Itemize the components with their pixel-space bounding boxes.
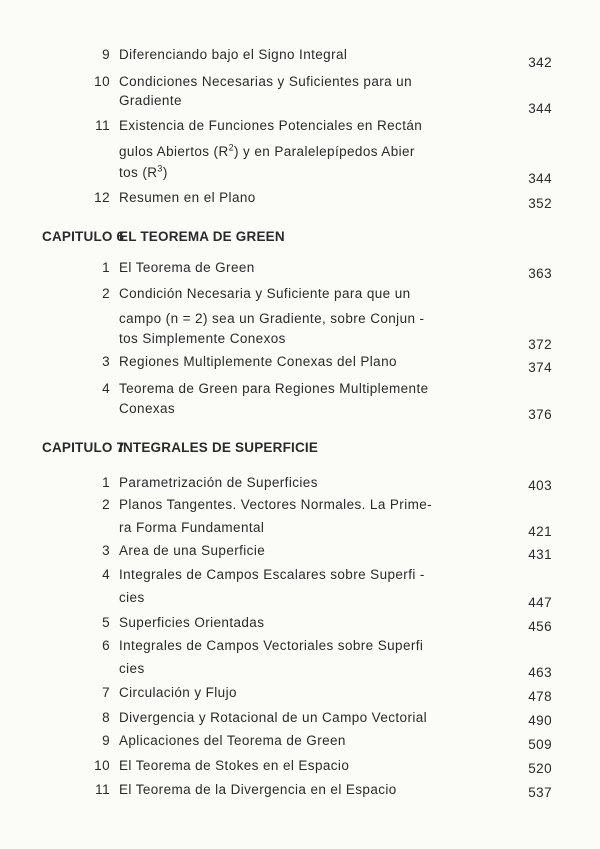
entry-title-line: cies (119, 661, 145, 676)
entry-title-line: Circulación y Flujo (119, 685, 237, 700)
entry-page-number: 344 (528, 101, 552, 116)
entry-page-number: 431 (528, 547, 552, 562)
entry-number: 1 (102, 260, 110, 275)
entry-title-line: cies (119, 590, 145, 605)
entry-title-line: Diferenciando bajo el Signo Integral (119, 47, 348, 62)
entry-page-number: 509 (528, 737, 552, 752)
entry-title-line: Existencia de Funciones Potenciales en Rectán (119, 118, 423, 133)
entry-page-number: 520 (528, 761, 552, 776)
entry-page-number: 344 (528, 171, 552, 186)
entry-number: 9 (102, 733, 110, 748)
entry-page-number: 421 (528, 524, 552, 539)
entry-number: 5 (102, 615, 110, 630)
entry-title-line: Divergencia y Rotacional de un Campo Vectorial (119, 710, 428, 725)
entry-number: 3 (102, 543, 110, 558)
entry-title-line: Conexas (119, 401, 176, 416)
entry-title-line: ra Forma Fundamental (119, 520, 265, 535)
entry-number: 2 (102, 286, 110, 301)
entry-title-line: Area de una Superficie (119, 543, 266, 558)
entry-title-line: Parametrización de Superficies (119, 475, 318, 490)
entry-number: 4 (102, 567, 110, 582)
entry-title-line: Condición Necesaria y Suficiente para que un (119, 286, 411, 301)
entry-title-line: Gradiente (119, 93, 182, 108)
entry-number: 2 (102, 497, 110, 512)
entry-number: 9 (102, 47, 110, 62)
entry-page-number: 403 (528, 478, 552, 493)
entry-title-line: Regiones Multiplemente Conexas del Plano (119, 354, 397, 369)
entry-title-line: Planos Tangentes. Vectores Normales. La Prime- (119, 497, 433, 512)
entry-title-line: tos $(R^3)$ (119, 163, 168, 180)
entry-title-line: campo (n = 2) sea un Gradiente, sobre Conjun - (119, 311, 425, 326)
entry-title-line: gulos Abiertos $(R^2)$ y en Paralelepípedos Abier (119, 142, 415, 159)
entry-title-line: El Teorema de la Divergencia en el Espacio (119, 782, 397, 797)
entry-page-number: 463 (528, 665, 552, 680)
chapter-label: CAPITULO 7 (42, 440, 125, 455)
chapter-title: EL TEOREMA DE GREEN (119, 229, 285, 244)
entry-number: 3 (102, 354, 110, 369)
entry-page-number: 352 (528, 196, 552, 211)
entry-page-number: 478 (528, 689, 552, 704)
entry-title-line: Teorema de Green para Regiones Multiplemente (119, 381, 429, 396)
entry-title-line: Resumen en el Plano (119, 190, 256, 205)
chapter-label: CAPITULO 6 (42, 229, 125, 244)
entry-number: 8 (102, 710, 110, 725)
entry-number: 10 (94, 74, 110, 89)
entry-number: 11 (95, 782, 110, 797)
entry-page-number: 490 (528, 713, 552, 728)
entry-page-number: 374 (528, 360, 552, 375)
entry-title-line: Aplicaciones del Teorema de Green (119, 733, 346, 748)
entry-number: 12 (94, 190, 110, 205)
entry-number: 10 (94, 758, 110, 773)
entry-title-line: Integrales de Campos Vectoriales sobre Superfi (119, 638, 424, 653)
entry-page-number: 456 (528, 619, 552, 634)
entry-title-line: El Teorema de Stokes en el Espacio (119, 758, 350, 773)
entry-number: 4 (102, 381, 110, 396)
entry-page-number: 376 (528, 407, 552, 422)
entry-number: 6 (102, 638, 110, 653)
entry-page-number: 363 (528, 266, 552, 281)
entry-title-line: Integrales de Campos Escalares sobre Superfi - (119, 567, 425, 582)
entry-title-line: Condiciones Necesarias y Suficientes para un (119, 74, 412, 89)
entry-title-line: tos Simplemente Conexos (119, 331, 286, 346)
entry-number: 7 (102, 685, 110, 700)
entry-page-number: 537 (528, 785, 552, 800)
entry-title-line: El Teorema de Green (119, 260, 255, 275)
entry-page-number: 342 (528, 55, 552, 70)
chapter-title: INTEGRALES DE SUPERFICIE (119, 440, 319, 455)
entry-number: 11 (95, 118, 110, 133)
entry-page-number: 372 (528, 337, 552, 352)
entry-number: 1 (102, 475, 110, 490)
entry-page-number: 447 (528, 595, 552, 610)
entry-title-line: Superficies Orientadas (119, 615, 265, 630)
